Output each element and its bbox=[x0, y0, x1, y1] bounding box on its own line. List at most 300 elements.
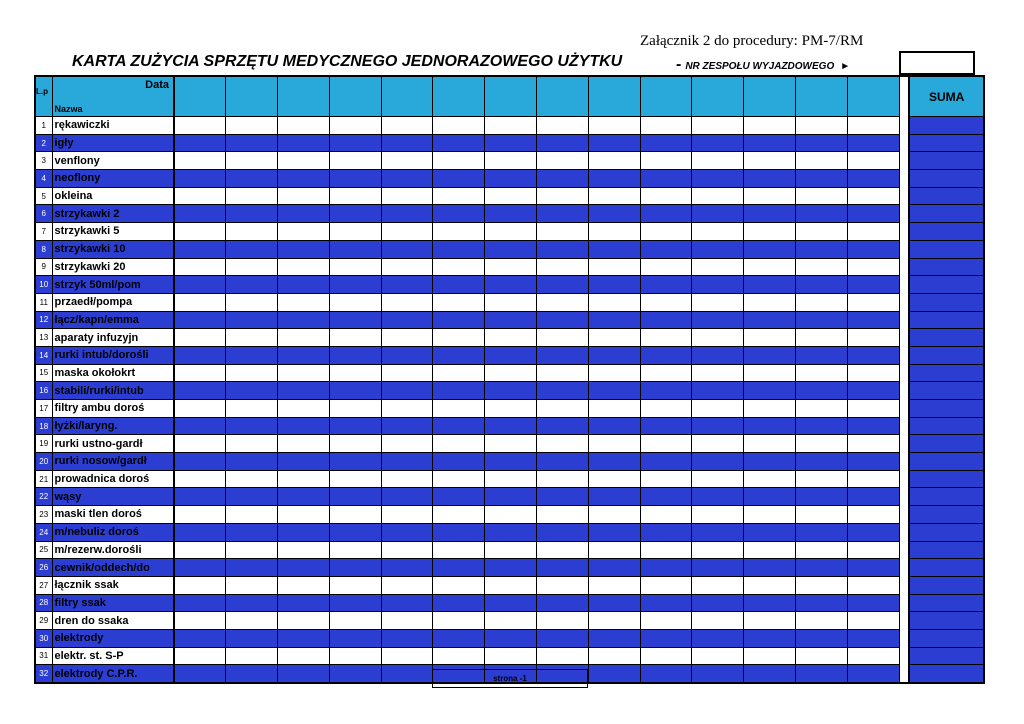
suma-cell[interactable] bbox=[909, 576, 984, 594]
usage-cell[interactable] bbox=[796, 187, 848, 205]
suma-cell[interactable] bbox=[909, 258, 984, 276]
usage-cell[interactable] bbox=[847, 329, 899, 347]
usage-cell[interactable] bbox=[744, 435, 796, 453]
date-column-header[interactable] bbox=[796, 76, 848, 117]
usage-cell[interactable] bbox=[433, 541, 485, 559]
suma-cell[interactable] bbox=[909, 435, 984, 453]
usage-cell[interactable] bbox=[847, 240, 899, 258]
usage-cell[interactable] bbox=[329, 417, 381, 435]
usage-cell[interactable] bbox=[226, 276, 278, 294]
usage-cell[interactable] bbox=[226, 170, 278, 188]
usage-cell[interactable] bbox=[174, 629, 226, 647]
usage-cell[interactable] bbox=[381, 187, 433, 205]
usage-cell[interactable] bbox=[381, 258, 433, 276]
usage-cell[interactable] bbox=[381, 594, 433, 612]
usage-cell[interactable] bbox=[433, 629, 485, 647]
suma-cell[interactable] bbox=[909, 453, 984, 471]
usage-cell[interactable] bbox=[485, 223, 537, 241]
usage-cell[interactable] bbox=[329, 576, 381, 594]
usage-cell[interactable] bbox=[485, 187, 537, 205]
usage-cell[interactable] bbox=[278, 400, 330, 418]
usage-cell[interactable] bbox=[174, 612, 226, 630]
usage-cell[interactable] bbox=[640, 382, 692, 400]
usage-cell[interactable] bbox=[381, 400, 433, 418]
usage-cell[interactable] bbox=[537, 223, 589, 241]
usage-cell[interactable] bbox=[174, 647, 226, 665]
usage-cell[interactable] bbox=[226, 364, 278, 382]
usage-cell[interactable] bbox=[226, 329, 278, 347]
suma-cell[interactable] bbox=[909, 541, 984, 559]
usage-cell[interactable] bbox=[485, 240, 537, 258]
suma-cell[interactable] bbox=[909, 187, 984, 205]
usage-cell[interactable] bbox=[329, 276, 381, 294]
usage-cell[interactable] bbox=[226, 417, 278, 435]
date-column-header[interactable] bbox=[588, 76, 640, 117]
usage-cell[interactable] bbox=[278, 240, 330, 258]
usage-cell[interactable] bbox=[692, 276, 744, 294]
usage-cell[interactable] bbox=[796, 647, 848, 665]
usage-cell[interactable] bbox=[174, 293, 226, 311]
usage-cell[interactable] bbox=[381, 382, 433, 400]
usage-cell[interactable] bbox=[640, 134, 692, 152]
usage-cell[interactable] bbox=[537, 170, 589, 188]
usage-cell[interactable] bbox=[537, 541, 589, 559]
usage-cell[interactable] bbox=[381, 612, 433, 630]
usage-cell[interactable] bbox=[381, 346, 433, 364]
usage-cell[interactable] bbox=[692, 134, 744, 152]
usage-cell[interactable] bbox=[847, 400, 899, 418]
usage-cell[interactable] bbox=[537, 400, 589, 418]
usage-cell[interactable] bbox=[692, 453, 744, 471]
usage-cell[interactable] bbox=[692, 382, 744, 400]
usage-cell[interactable] bbox=[174, 346, 226, 364]
usage-cell[interactable] bbox=[537, 329, 589, 347]
usage-cell[interactable] bbox=[433, 152, 485, 170]
usage-cell[interactable] bbox=[329, 170, 381, 188]
usage-cell[interactable] bbox=[226, 152, 278, 170]
usage-cell[interactable] bbox=[174, 541, 226, 559]
usage-cell[interactable] bbox=[744, 382, 796, 400]
usage-cell[interactable] bbox=[329, 382, 381, 400]
usage-cell[interactable] bbox=[588, 576, 640, 594]
usage-cell[interactable] bbox=[588, 170, 640, 188]
usage-cell[interactable] bbox=[174, 170, 226, 188]
usage-cell[interactable] bbox=[847, 117, 899, 135]
usage-cell[interactable] bbox=[226, 470, 278, 488]
usage-cell[interactable] bbox=[433, 276, 485, 294]
usage-cell[interactable] bbox=[537, 276, 589, 294]
usage-cell[interactable] bbox=[744, 240, 796, 258]
usage-cell[interactable] bbox=[588, 629, 640, 647]
suma-cell[interactable] bbox=[909, 382, 984, 400]
usage-cell[interactable] bbox=[847, 647, 899, 665]
usage-cell[interactable] bbox=[329, 523, 381, 541]
usage-cell[interactable] bbox=[278, 117, 330, 135]
usage-cell[interactable] bbox=[796, 134, 848, 152]
usage-cell[interactable] bbox=[329, 400, 381, 418]
usage-cell[interactable] bbox=[226, 293, 278, 311]
usage-cell[interactable] bbox=[640, 293, 692, 311]
usage-cell[interactable] bbox=[588, 311, 640, 329]
usage-cell[interactable] bbox=[588, 470, 640, 488]
usage-cell[interactable] bbox=[381, 488, 433, 506]
usage-cell[interactable] bbox=[381, 293, 433, 311]
usage-cell[interactable] bbox=[329, 258, 381, 276]
usage-cell[interactable] bbox=[278, 594, 330, 612]
usage-cell[interactable] bbox=[381, 559, 433, 577]
usage-cell[interactable] bbox=[381, 576, 433, 594]
usage-cell[interactable] bbox=[692, 541, 744, 559]
usage-cell[interactable] bbox=[226, 205, 278, 223]
usage-cell[interactable] bbox=[485, 311, 537, 329]
usage-cell[interactable] bbox=[692, 506, 744, 524]
usage-cell[interactable] bbox=[329, 346, 381, 364]
usage-cell[interactable] bbox=[847, 346, 899, 364]
usage-cell[interactable] bbox=[174, 311, 226, 329]
usage-cell[interactable] bbox=[174, 276, 226, 294]
suma-cell[interactable] bbox=[909, 629, 984, 647]
date-column-header[interactable] bbox=[537, 76, 589, 117]
usage-cell[interactable] bbox=[744, 594, 796, 612]
usage-cell[interactable] bbox=[485, 152, 537, 170]
usage-cell[interactable] bbox=[485, 523, 537, 541]
usage-cell[interactable] bbox=[744, 311, 796, 329]
usage-cell[interactable] bbox=[329, 435, 381, 453]
usage-cell[interactable] bbox=[537, 470, 589, 488]
usage-cell[interactable] bbox=[381, 665, 433, 683]
usage-cell[interactable] bbox=[744, 576, 796, 594]
usage-cell[interactable] bbox=[226, 187, 278, 205]
usage-cell[interactable] bbox=[744, 470, 796, 488]
usage-cell[interactable] bbox=[485, 594, 537, 612]
suma-cell[interactable] bbox=[909, 240, 984, 258]
usage-cell[interactable] bbox=[278, 152, 330, 170]
usage-cell[interactable] bbox=[796, 435, 848, 453]
date-column-header[interactable] bbox=[433, 76, 485, 117]
usage-cell[interactable] bbox=[588, 329, 640, 347]
usage-cell[interactable] bbox=[692, 435, 744, 453]
usage-cell[interactable] bbox=[329, 488, 381, 506]
usage-cell[interactable] bbox=[278, 470, 330, 488]
usage-cell[interactable] bbox=[796, 665, 848, 683]
usage-cell[interactable] bbox=[796, 293, 848, 311]
usage-cell[interactable] bbox=[381, 629, 433, 647]
usage-cell[interactable] bbox=[588, 276, 640, 294]
usage-cell[interactable] bbox=[640, 665, 692, 683]
usage-cell[interactable] bbox=[537, 240, 589, 258]
suma-cell[interactable] bbox=[909, 329, 984, 347]
usage-cell[interactable] bbox=[174, 205, 226, 223]
usage-cell[interactable] bbox=[485, 400, 537, 418]
usage-cell[interactable] bbox=[174, 364, 226, 382]
usage-cell[interactable] bbox=[537, 134, 589, 152]
usage-cell[interactable] bbox=[329, 470, 381, 488]
usage-cell[interactable] bbox=[278, 629, 330, 647]
usage-cell[interactable] bbox=[744, 293, 796, 311]
usage-cell[interactable] bbox=[796, 488, 848, 506]
usage-cell[interactable] bbox=[433, 187, 485, 205]
usage-cell[interactable] bbox=[174, 258, 226, 276]
usage-cell[interactable] bbox=[433, 240, 485, 258]
usage-cell[interactable] bbox=[381, 417, 433, 435]
suma-cell[interactable] bbox=[909, 470, 984, 488]
usage-cell[interactable] bbox=[381, 240, 433, 258]
suma-cell[interactable] bbox=[909, 665, 984, 683]
usage-cell[interactable] bbox=[329, 152, 381, 170]
usage-cell[interactable] bbox=[847, 170, 899, 188]
usage-cell[interactable] bbox=[329, 364, 381, 382]
usage-cell[interactable] bbox=[485, 559, 537, 577]
usage-cell[interactable] bbox=[588, 364, 640, 382]
usage-cell[interactable] bbox=[381, 541, 433, 559]
date-column-header[interactable] bbox=[381, 76, 433, 117]
suma-cell[interactable] bbox=[909, 134, 984, 152]
usage-cell[interactable] bbox=[381, 205, 433, 223]
usage-cell[interactable] bbox=[226, 435, 278, 453]
usage-cell[interactable] bbox=[537, 346, 589, 364]
usage-cell[interactable] bbox=[226, 629, 278, 647]
usage-cell[interactable] bbox=[847, 541, 899, 559]
usage-cell[interactable] bbox=[692, 629, 744, 647]
usage-cell[interactable] bbox=[537, 612, 589, 630]
date-column-header[interactable] bbox=[744, 76, 796, 117]
usage-cell[interactable] bbox=[640, 117, 692, 135]
usage-cell[interactable] bbox=[485, 117, 537, 135]
usage-cell[interactable] bbox=[847, 523, 899, 541]
usage-cell[interactable] bbox=[588, 346, 640, 364]
date-column-header[interactable] bbox=[692, 76, 744, 117]
usage-cell[interactable] bbox=[381, 470, 433, 488]
usage-cell[interactable] bbox=[278, 435, 330, 453]
usage-cell[interactable] bbox=[278, 541, 330, 559]
usage-cell[interactable] bbox=[796, 400, 848, 418]
usage-cell[interactable] bbox=[744, 523, 796, 541]
usage-cell[interactable] bbox=[174, 152, 226, 170]
usage-cell[interactable] bbox=[640, 364, 692, 382]
usage-cell[interactable] bbox=[433, 594, 485, 612]
usage-cell[interactable] bbox=[640, 576, 692, 594]
usage-cell[interactable] bbox=[381, 117, 433, 135]
usage-cell[interactable] bbox=[433, 417, 485, 435]
usage-cell[interactable] bbox=[796, 541, 848, 559]
usage-cell[interactable] bbox=[640, 470, 692, 488]
usage-cell[interactable] bbox=[588, 523, 640, 541]
usage-cell[interactable] bbox=[744, 665, 796, 683]
usage-cell[interactable] bbox=[278, 134, 330, 152]
date-column-header[interactable] bbox=[278, 76, 330, 117]
usage-cell[interactable] bbox=[796, 276, 848, 294]
usage-cell[interactable] bbox=[588, 152, 640, 170]
usage-cell[interactable] bbox=[640, 223, 692, 241]
usage-cell[interactable] bbox=[226, 647, 278, 665]
usage-cell[interactable] bbox=[278, 276, 330, 294]
usage-cell[interactable] bbox=[640, 187, 692, 205]
usage-cell[interactable] bbox=[278, 523, 330, 541]
date-column-header[interactable] bbox=[226, 76, 278, 117]
usage-cell[interactable] bbox=[226, 311, 278, 329]
usage-cell[interactable] bbox=[485, 364, 537, 382]
usage-cell[interactable] bbox=[226, 223, 278, 241]
usage-cell[interactable] bbox=[744, 506, 796, 524]
usage-cell[interactable] bbox=[329, 240, 381, 258]
usage-cell[interactable] bbox=[847, 629, 899, 647]
usage-cell[interactable] bbox=[796, 453, 848, 471]
usage-cell[interactable] bbox=[537, 453, 589, 471]
usage-cell[interactable] bbox=[847, 311, 899, 329]
usage-cell[interactable] bbox=[796, 629, 848, 647]
usage-cell[interactable] bbox=[744, 170, 796, 188]
usage-cell[interactable] bbox=[278, 612, 330, 630]
usage-cell[interactable] bbox=[847, 417, 899, 435]
usage-cell[interactable] bbox=[278, 647, 330, 665]
usage-cell[interactable] bbox=[692, 417, 744, 435]
suma-cell[interactable] bbox=[909, 612, 984, 630]
usage-cell[interactable] bbox=[485, 435, 537, 453]
usage-cell[interactable] bbox=[433, 223, 485, 241]
usage-cell[interactable] bbox=[381, 506, 433, 524]
usage-cell[interactable] bbox=[278, 453, 330, 471]
usage-cell[interactable] bbox=[744, 541, 796, 559]
usage-cell[interactable] bbox=[433, 647, 485, 665]
usage-cell[interactable] bbox=[640, 311, 692, 329]
usage-cell[interactable] bbox=[692, 470, 744, 488]
usage-cell[interactable] bbox=[278, 382, 330, 400]
usage-cell[interactable] bbox=[744, 488, 796, 506]
usage-cell[interactable] bbox=[847, 559, 899, 577]
usage-cell[interactable] bbox=[692, 240, 744, 258]
usage-cell[interactable] bbox=[226, 541, 278, 559]
usage-cell[interactable] bbox=[588, 453, 640, 471]
usage-cell[interactable] bbox=[278, 258, 330, 276]
suma-cell[interactable] bbox=[909, 364, 984, 382]
usage-cell[interactable] bbox=[278, 559, 330, 577]
usage-cell[interactable] bbox=[847, 488, 899, 506]
usage-cell[interactable] bbox=[640, 276, 692, 294]
suma-cell[interactable] bbox=[909, 523, 984, 541]
usage-cell[interactable] bbox=[174, 576, 226, 594]
usage-cell[interactable] bbox=[847, 453, 899, 471]
usage-cell[interactable] bbox=[278, 665, 330, 683]
usage-cell[interactable] bbox=[692, 665, 744, 683]
usage-cell[interactable] bbox=[226, 665, 278, 683]
usage-cell[interactable] bbox=[329, 506, 381, 524]
usage-cell[interactable] bbox=[329, 594, 381, 612]
usage-cell[interactable] bbox=[537, 506, 589, 524]
usage-cell[interactable] bbox=[692, 346, 744, 364]
usage-cell[interactable] bbox=[640, 506, 692, 524]
usage-cell[interactable] bbox=[640, 417, 692, 435]
usage-cell[interactable] bbox=[796, 205, 848, 223]
usage-cell[interactable] bbox=[588, 382, 640, 400]
usage-cell[interactable] bbox=[381, 170, 433, 188]
usage-cell[interactable] bbox=[226, 400, 278, 418]
usage-cell[interactable] bbox=[640, 629, 692, 647]
usage-cell[interactable] bbox=[278, 506, 330, 524]
usage-cell[interactable] bbox=[588, 240, 640, 258]
usage-cell[interactable] bbox=[796, 576, 848, 594]
suma-cell[interactable] bbox=[909, 346, 984, 364]
usage-cell[interactable] bbox=[744, 647, 796, 665]
usage-cell[interactable] bbox=[537, 594, 589, 612]
usage-cell[interactable] bbox=[692, 117, 744, 135]
usage-cell[interactable] bbox=[847, 576, 899, 594]
usage-cell[interactable] bbox=[796, 559, 848, 577]
usage-cell[interactable] bbox=[174, 223, 226, 241]
usage-cell[interactable] bbox=[640, 329, 692, 347]
usage-cell[interactable] bbox=[433, 170, 485, 188]
usage-cell[interactable] bbox=[278, 329, 330, 347]
usage-cell[interactable] bbox=[796, 117, 848, 135]
usage-cell[interactable] bbox=[796, 311, 848, 329]
usage-cell[interactable] bbox=[796, 152, 848, 170]
usage-cell[interactable] bbox=[381, 453, 433, 471]
usage-cell[interactable] bbox=[692, 523, 744, 541]
usage-cell[interactable] bbox=[692, 187, 744, 205]
usage-cell[interactable] bbox=[433, 117, 485, 135]
suma-cell[interactable] bbox=[909, 223, 984, 241]
suma-cell[interactable] bbox=[909, 293, 984, 311]
usage-cell[interactable] bbox=[640, 541, 692, 559]
usage-cell[interactable] bbox=[744, 152, 796, 170]
usage-cell[interactable] bbox=[329, 629, 381, 647]
usage-cell[interactable] bbox=[329, 223, 381, 241]
usage-cell[interactable] bbox=[329, 117, 381, 135]
date-column-header[interactable] bbox=[847, 76, 899, 117]
usage-cell[interactable] bbox=[692, 488, 744, 506]
usage-cell[interactable] bbox=[485, 488, 537, 506]
usage-cell[interactable] bbox=[226, 488, 278, 506]
usage-cell[interactable] bbox=[329, 647, 381, 665]
usage-cell[interactable] bbox=[847, 276, 899, 294]
usage-cell[interactable] bbox=[847, 152, 899, 170]
usage-cell[interactable] bbox=[744, 629, 796, 647]
usage-cell[interactable] bbox=[588, 223, 640, 241]
usage-cell[interactable] bbox=[485, 629, 537, 647]
usage-cell[interactable] bbox=[433, 311, 485, 329]
usage-cell[interactable] bbox=[433, 612, 485, 630]
usage-cell[interactable] bbox=[692, 329, 744, 347]
usage-cell[interactable] bbox=[588, 293, 640, 311]
usage-cell[interactable] bbox=[381, 647, 433, 665]
usage-cell[interactable] bbox=[278, 170, 330, 188]
usage-cell[interactable] bbox=[329, 612, 381, 630]
usage-cell[interactable] bbox=[847, 470, 899, 488]
usage-cell[interactable] bbox=[381, 435, 433, 453]
suma-cell[interactable] bbox=[909, 170, 984, 188]
usage-cell[interactable] bbox=[226, 117, 278, 135]
usage-cell[interactable] bbox=[381, 523, 433, 541]
usage-cell[interactable] bbox=[485, 170, 537, 188]
usage-cell[interactable] bbox=[847, 665, 899, 683]
usage-cell[interactable] bbox=[278, 576, 330, 594]
suma-cell[interactable] bbox=[909, 276, 984, 294]
usage-cell[interactable] bbox=[588, 488, 640, 506]
usage-cell[interactable] bbox=[433, 506, 485, 524]
date-column-header[interactable] bbox=[640, 76, 692, 117]
usage-cell[interactable] bbox=[796, 346, 848, 364]
usage-cell[interactable] bbox=[796, 240, 848, 258]
usage-cell[interactable] bbox=[537, 293, 589, 311]
usage-cell[interactable] bbox=[485, 276, 537, 294]
usage-cell[interactable] bbox=[744, 453, 796, 471]
usage-cell[interactable] bbox=[174, 453, 226, 471]
usage-cell[interactable] bbox=[485, 205, 537, 223]
usage-cell[interactable] bbox=[485, 647, 537, 665]
usage-cell[interactable] bbox=[744, 346, 796, 364]
usage-cell[interactable] bbox=[174, 400, 226, 418]
usage-cell[interactable] bbox=[381, 134, 433, 152]
usage-cell[interactable] bbox=[796, 329, 848, 347]
